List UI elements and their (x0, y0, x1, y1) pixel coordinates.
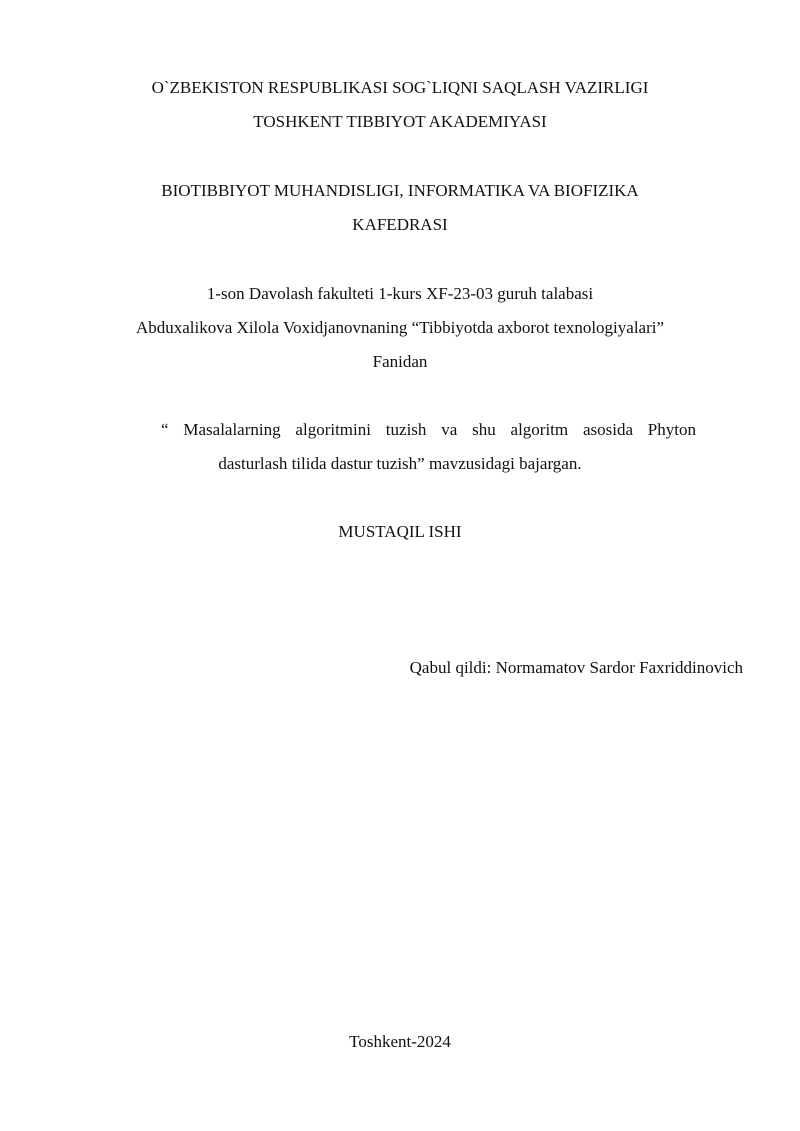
work-type-title: MUSTAQIL ISHI (338, 522, 462, 541)
topic-line2: dasturlash tilida dastur tuzish” mavzusidagi bajargan. (218, 454, 582, 473)
accepted-by: Qabul qildi: Normamatov Sardor Faxriddinovich (409, 658, 743, 677)
ministry-name: O`ZBEKISTON RESPUBLIKASI SOG`LIQNI SAQLASH VAZIRLIGI (151, 78, 649, 97)
academy-name: TOSHKENT TIBBIYOT AKADEMIYASI (253, 112, 547, 131)
department-name-line2: KAFEDRASI (352, 215, 448, 234)
place-year: Toshkent-2024 (349, 1032, 451, 1051)
topic-line1: “ Masalalarning algoritmini tuzish va shu algoritm asosida Phyton (161, 420, 696, 439)
student-info-line2: Abduxalikova Xilola Voxidjanovnaning “Tibbiyotda axborot texnologiyalari” (135, 318, 665, 337)
department-name-line1: BIOTIBBIYOT MUHANDISLIGI, INFORMATIKA VA BIOFIZIKA (161, 181, 639, 200)
subject-label: Fanidan (372, 352, 428, 371)
student-info-line1: 1-son Davolash fakulteti 1-kurs XF-23-03 guruh talabasi (206, 284, 594, 303)
